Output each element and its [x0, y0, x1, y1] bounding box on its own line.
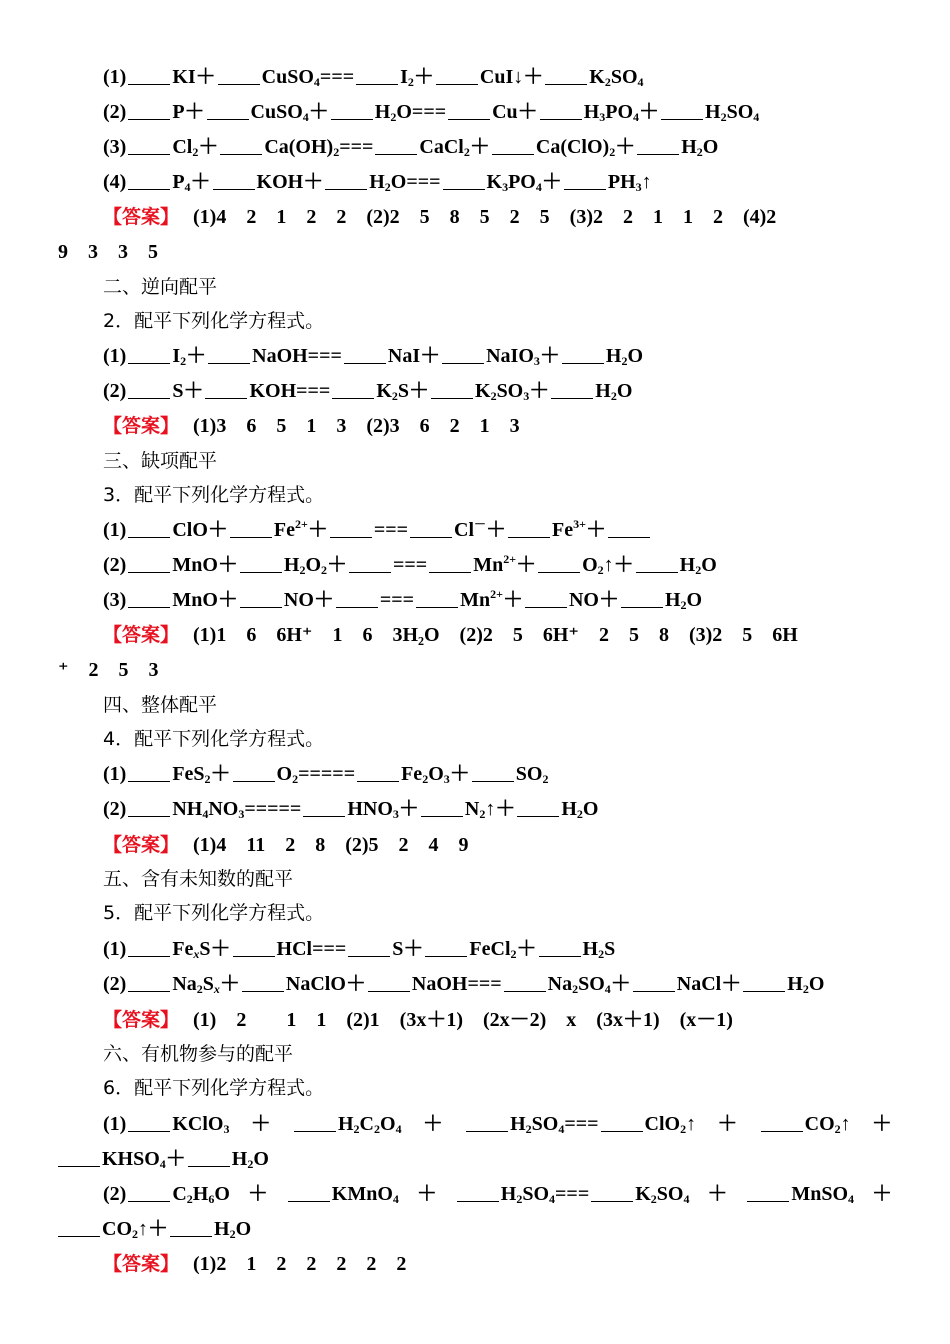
answer-values: (1) 2 1 1 (2)1 (3x＋1) (2x－2) x (3x＋1) (x－1): [193, 1009, 733, 1031]
answer-label: 【答案】: [103, 206, 180, 228]
answer-values: (1)4 2 1 2 2 (2)2 5 8 5 2 5 (3)2 2 1 1 2 (4)2: [193, 206, 777, 228]
equation-5-2: (2) $Na_2S_x+$ NaClO＋ NaOH=== $Na_2SO_4+$ NaCl＋ $H_2O$: [0, 967, 950, 1001]
answer-3-continued: ⁺ 2 5 3: [58, 659, 159, 681]
section-heading-4: 四、整体配平: [103, 694, 218, 716]
answer-label: 【答案】: [103, 415, 180, 437]
equation-4-1: (1) $FeS_2+ O_2===== Fe_2O_3+ SO_2$: [0, 757, 950, 791]
answer-values: (1)2 1 2 2 2 2 2: [193, 1253, 407, 1275]
section-heading-2: 二、逆向配平: [103, 276, 218, 298]
equation-1-1: (1) KI＋ CuSO$_4$=== $I_2+$ CuI↓＋ $K_2SO_4$: [0, 60, 950, 94]
answer-label: 【答案】: [103, 624, 180, 646]
answer-5: [0, 1003, 950, 1037]
question-5: 5．配平下列化学方程式。: [103, 902, 325, 924]
question-4: 4．配平下列化学方程式。: [103, 728, 325, 750]
equation-2-1: (1) $I_2+$ NaOH=== NaI＋ NaIO$_3$＋ $H_2O$: [0, 339, 950, 373]
answer-2: [0, 409, 950, 443]
answer-1-continued: 9 3 3 5: [58, 241, 158, 263]
answer-6: [0, 1247, 950, 1281]
question-6: 6．配平下列化学方程式。: [103, 1077, 325, 1099]
equation-3-3: (3) MnO＋ NO＋ === $Mn^{2+}+ NO+ H_2O$: [0, 583, 950, 617]
equation-6-1-continued: $KHSO_4+ H_2O$: [0, 1142, 950, 1176]
equation-6-1: (1) KClO$_3$ ＋ $H_2C_2O_4$ ＋ $H_2SO_4===$ ClO$_2$↑ ＋ $CO_2↑$ ＋: [0, 1107, 950, 1141]
answer-label: 【答案】: [103, 1009, 180, 1031]
equation-1-3: (3) $Cl_2+ Ca(OH)_2===$ CaCl$_2$＋ $Ca(ClO)_2+ H_2O$: [0, 130, 950, 164]
equation-6-2: (2) $C_2H_6O$ ＋ KMnO$_4$ ＋ $H_2SO_4=== K_2SO_4$ ＋ MnSO$_4$ ＋: [0, 1177, 950, 1211]
answer-values: (1)4 11 2 8 (2)5 2 4 9: [193, 834, 469, 856]
equation-1-2: (2) P＋ CuSO$_4$＋ $H_2O=== Cu+ H_3PO_4+ H_2SO_4$: [0, 95, 950, 129]
question-2: 2．配平下列化学方程式。: [103, 310, 325, 332]
equation-5-1: (1) $Fe_xS+ HCl=== S+$ FeCl$_2$＋ $H_2S$: [0, 932, 950, 966]
equation-1-4: (4) $P_4+ KOH+ H_2O=== K_3PO_4+$ $PH_3↑$: [0, 165, 950, 199]
equation-2-2: (2) $S+ KOH=== K_2S+ K_2SO_3+ H_2O$: [0, 374, 950, 408]
section-heading-6: 六、有机物参与的配平: [103, 1043, 294, 1065]
answer-4: [0, 828, 950, 862]
answer-values: (1)3 6 5 1 3 (2)3 6 2 1 3: [193, 415, 520, 437]
section-heading-5: 五、含有未知数的配平: [103, 868, 294, 890]
equation-6-2-continued: $CO_2↑+ H_2O$: [0, 1212, 950, 1246]
answer-label: 【答案】: [103, 1253, 180, 1275]
equation-3-2: (2) $MnO+ H_2O_2+$ === $Mn^{2+}+$ $O_2↑+ H_2O$: [0, 548, 950, 582]
question-3: 3．配平下列化学方程式。: [103, 484, 325, 506]
answer-values: (1)1 6 6H⁺ 1 6 3H₂O (2)2 5 6H⁺ 2 5 8 (3)2 5 6H: [193, 624, 798, 646]
section-heading-3: 三、缺项配平: [103, 450, 218, 472]
equation-4-2: (2) $NH_4NO_3===== HNO_3+$ $N_2↑+ H_2O$: [0, 792, 950, 826]
answer-3: [0, 618, 950, 652]
answer-1: [0, 200, 950, 234]
answer-label: 【答案】: [103, 834, 180, 856]
equation-3-1: (1) $ClO+ Fe^{2+}+$ === $Cl^-+ Fe^{3+}+$: [0, 513, 950, 547]
